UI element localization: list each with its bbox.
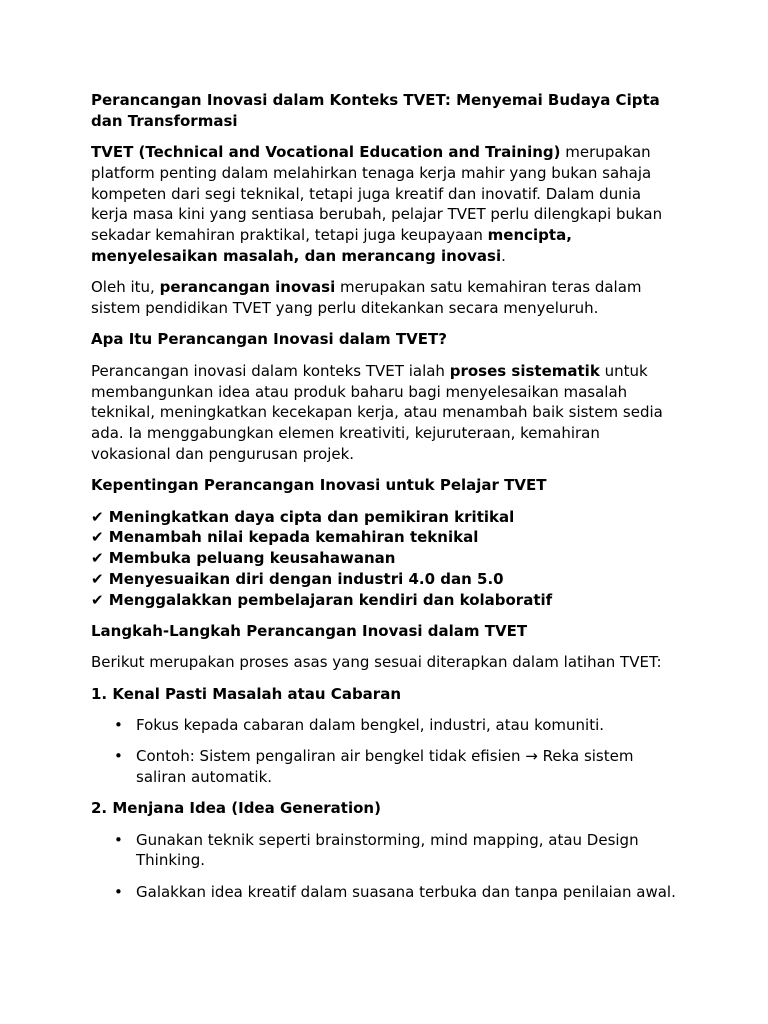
step-bullet-list — [91, 830, 680, 903]
para2-end: merupakan satu kemahiran teras dalam sistem pendidikan TVET yang perlu ditekankan secara menyeluruh. — [91, 278, 642, 318]
bullet-marker: • — [114, 830, 123, 849]
bullet-text: Galakkan idea kreatif dalam suasana terbuka dan tanpa penilaian awal. — [136, 882, 676, 901]
bullet-item — [114, 715, 680, 736]
bullet-text: Fokus kepada cabaran dalam bengkel, industri, atau komuniti. — [136, 715, 605, 734]
checklist-item: ✔ Menggalakkan pembelajaran kendiri dan kolaboratif — [91, 590, 553, 609]
step-bullet-list — [91, 715, 680, 788]
intro-text: merupakan platform penting dalam melahirkan tenaga kerja mahir yang bukan sahaja kompeten dari segi teknikal, tetapi juga kreatif dan inovatif. Dalam dunia kerja masa kini yang sentiasa berubah, pelajar TVET perlu dilengkapi bukan sekadar kemahiran praktikal, tetapi juga keupayaan — [91, 143, 663, 245]
bullet-marker: • — [114, 882, 123, 901]
steps-intro: Berikut merupakan proses asas yang sesuai diterapkan dalam latihan TVET: — [91, 653, 662, 672]
para2-start: Oleh itu, — [91, 278, 160, 297]
step-heading: 1. Kenal Pasti Masalah atau Cabaran — [91, 684, 401, 703]
section-heading-steps: Langkah-Langkah Perancangan Inovasi dalam TVET — [91, 622, 528, 641]
bullet-item — [114, 882, 680, 903]
checklist-item: ✔ Membuka peluang keusahawanan — [91, 549, 396, 568]
intro-bold-term: TVET (Technical and Vocational Education and Training) — [91, 143, 561, 162]
intro-paragraph — [91, 142, 680, 267]
para2-bold: perancangan inovasi — [159, 278, 336, 297]
intro-end: . — [501, 247, 506, 266]
step-heading: 2. Menjana Idea (Idea Generation) — [91, 799, 381, 818]
document-title: Perancangan Inovasi dalam Konteks TVET: Menyemai Budaya Cipta dan Transformasi — [91, 91, 660, 130]
checklist-item: ✔ Meningkatkan daya cipta dan pemikiran kritikal — [91, 507, 515, 526]
definition-start: Perancangan inovasi dalam konteks TVET ialah — [91, 361, 450, 380]
second-paragraph — [91, 277, 680, 319]
bullet-text: Gunakan teknik seperti brainstorming, mind mapping, atau Design Thinking. — [136, 830, 639, 870]
bullet-marker: • — [114, 747, 123, 766]
section-heading-importance: Kepentingan Perancangan Inovasi untuk Pelajar TVET — [91, 476, 547, 495]
bullet-item — [114, 830, 680, 872]
bullet-marker: • — [114, 715, 123, 734]
definition-end: untuk membangunkan idea atau produk baharu bagi menyelesaikan masalah teknikal, meningkatkan kecekapan kerja, atau menambah baik sistem sedia ada. Ia menggabungkan elemen kreativiti, kejuruteraan, kemahiran vokasional dan pengurusan projek. — [91, 361, 663, 463]
definition-bold: proses sistematik — [449, 361, 600, 380]
importance-checklist — [91, 507, 680, 611]
bullet-item — [114, 746, 680, 788]
definition-paragraph — [91, 361, 680, 465]
intro-bold-phrase: mencipta, menyelesaikan masalah, dan merancang inovasi — [91, 226, 572, 266]
bullet-text: Contoh: Sistem pengaliran air bengkel tidak efisien → Reka sistem saliran automatik. — [136, 747, 634, 787]
checklist-item: ✔ Menambah nilai kepada kemahiran teknikal — [91, 528, 479, 547]
checklist-item: ✔ Menyesuaikan diri dengan industri 4.0 dan 5.0 — [91, 569, 504, 588]
section-heading-what-is: Apa Itu Perancangan Inovasi dalam TVET? — [91, 330, 447, 349]
